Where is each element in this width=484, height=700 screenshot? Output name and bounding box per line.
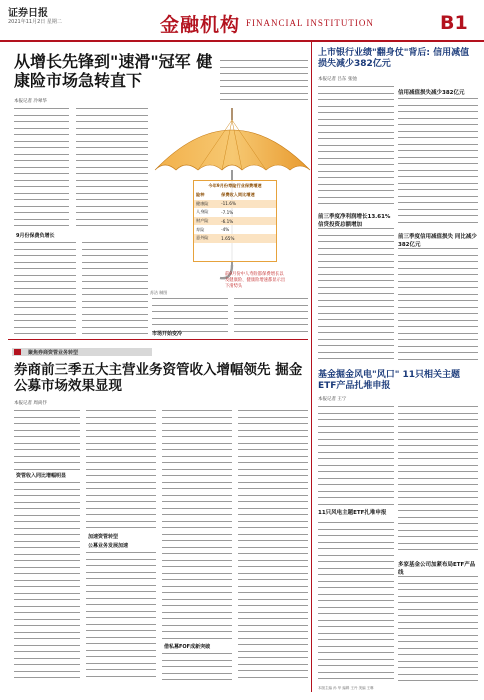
lower-subhead-2: 加速资管转型 [88,534,119,540]
right1-subhead-1: 信用减值损失减少382亿元 [398,90,465,96]
right2-subhead-2: 多家基金公司加紧布局ETF产品线 [398,562,476,576]
right2-text-col-a [318,406,394,506]
right2-text-col-c [398,406,478,556]
lead-text-col-1a [14,108,69,228]
right1-text-col-b [398,98,478,228]
right-byline-1: 本报记者 吕东 张弛 [318,77,357,82]
table-row [194,200,276,209]
lower-text-col-4 [238,410,308,682]
right2-text-col-b [318,522,394,682]
table-row [194,208,276,217]
right2-subhead-1: 11只风电主题ETF扎堆申报 [318,510,387,516]
lower-text-col-3b [162,653,232,683]
right1-subhead-2: 前三季度净利润增长13.61% 信贷投资总额增加 [318,214,391,228]
figure-table-header [194,191,276,200]
page-number: B1 [440,12,468,34]
paper-name: 证券日报 [8,8,48,19]
right1-text-col-c [318,228,394,363]
right2-text-col-d [398,576,478,682]
figure-note: 前9月份中人寿险都保费增长以及健康险、健康险增速都显示出下滑势头 [225,272,286,290]
lead-subhead: 9月份保费负增长 [16,233,55,239]
figure-credit: 苏洁 制图 [150,290,168,295]
lead-headline: 从增长先锋到"速滑"冠军 健康险市场急转直下 [14,52,213,91]
right-byline-2: 本报记者 王宁 [318,397,347,402]
lower-byline: 本报记者 周尚伃 [14,401,47,406]
table-cell: -7.1% [221,209,234,215]
figure-table [194,191,276,243]
lead-text-col-3 [82,242,148,334]
table-cell: 意外险 [194,234,219,243]
lead-text-col-top [220,60,308,100]
page-footer: 本版主编 孙 华 编辑 王丹 美编 王琳 [318,686,374,690]
table-cell: 1.65% [219,234,276,243]
section-divider [8,339,308,340]
lower-subhead-4: 借私募FOF成新突破 [164,644,211,650]
table-cell: 人身险 [196,209,209,215]
figure-title: 今年9月份寿险行业保费增速 [208,183,262,188]
right1-text-col-d [398,248,478,363]
lower-subhead-1: 资管收入同比增幅明显 [16,473,67,479]
lower-subhead-3: 公募业务发展加速 [88,543,129,549]
table-cell: 财产险 [194,217,219,226]
data-table-figure [193,180,277,262]
lower-text-col-2a [86,410,156,530]
lead-text-col-1b [76,108,148,228]
lead-text-col-5 [234,298,308,334]
lower-text-col-1b [14,482,80,682]
section-tag-label: 聚焦券商资管业务转型 [28,350,79,356]
right1-subhead-3: 前三季度信用减值损失 同比减少382亿元 [398,234,477,248]
lower-text-col-2b [86,552,156,682]
lead-text-col-2 [14,242,76,334]
figure-col-header: 保费收入同比增速 [221,192,255,198]
paper-date: 2021年11月2日 星期二 [8,19,62,25]
right1-text-col-a [318,86,394,206]
table-cell: 健康险 [194,200,219,209]
table-cell: 寿险 [196,226,205,232]
right-headline-2: 基金掘金风电"风口" 11只相关主题ETF产品扎堆申报 [318,370,461,391]
lower-headline: 券商前三季五大主营业务资管收入增幅领先 掘金公募市场效果显现 [14,362,303,395]
market-subhead: 市场开始变冷 [152,331,183,337]
section-title: 金融机构 [160,14,241,36]
table-row [194,217,276,226]
table-row [194,234,276,243]
lead-text-col-4 [152,298,228,334]
masthead [0,0,484,42]
table-cell: -4% [221,227,230,233]
lower-text-col-3a [162,410,232,640]
tag-flag-icon [14,349,21,355]
table-cell: -11.6% [219,200,276,209]
right-headline-1: 上市银行业绩"翻身仗"背后: 信用减值损失减少382亿元 [318,48,470,69]
section-title-english: FINANCIAL INSTITUTION [246,18,374,28]
lower-text-col-1a [14,410,80,470]
lead-byline: 本报记者 冷翠华 [14,99,47,104]
table-row [194,225,276,234]
figure-col-header: 险种 [196,192,205,198]
table-cell: -6.1% [219,217,276,226]
